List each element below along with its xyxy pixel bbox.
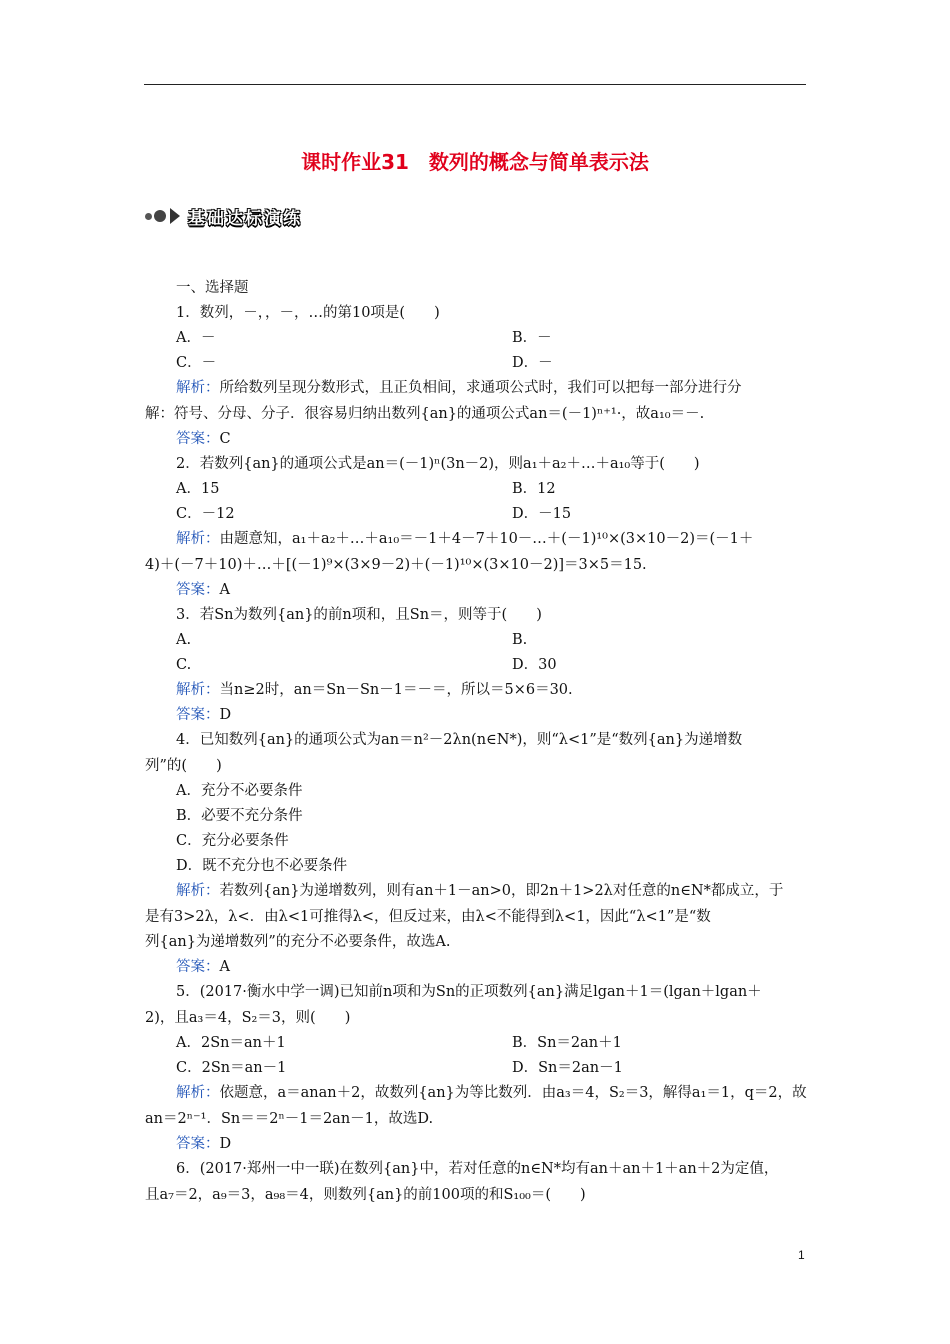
text-line: [176, 680, 573, 700]
line-text: A．充分不必要条件: [176, 783, 303, 799]
line-text: D: [219, 1136, 232, 1152]
line-text: 是有3>2λ，λ<．由λ<1可推得λ<，但反过来，由λ<不能得到λ<1，因此“λ<1”是“数: [145, 909, 711, 925]
line-text: 由题意知，a₁＋a₂＋…＋a₁₀＝－1＋4－7＋10－…＋(－1)¹⁰×(3×10－2)＝(－1＋: [219, 531, 754, 547]
answer-label: 解析：: [176, 380, 220, 396]
header-rule: [144, 84, 806, 85]
line-text: D．既不充分也不必要条件: [176, 858, 348, 874]
answer-label: 解析：: [176, 531, 220, 547]
line-text: A．－: [176, 330, 216, 346]
answer-label: 答案：: [176, 582, 220, 598]
page-title: 课时作业31 数列的概念与简单表示法: [301, 150, 649, 174]
text-line: [176, 1058, 286, 1078]
text-line: [512, 655, 557, 675]
line-text: B．Sn＝2an＋1: [512, 1035, 622, 1051]
text-line: [176, 378, 742, 398]
bullet-dots-icon: [145, 208, 180, 224]
line-text: D: [219, 707, 232, 723]
answer-label: 答案：: [176, 1136, 220, 1152]
text-line: [145, 1109, 433, 1129]
line-text: A．15: [176, 481, 220, 497]
text-line: [176, 630, 191, 650]
text-line: [176, 529, 753, 549]
text-line: [176, 353, 216, 373]
line-text: 2)，且a₃＝4，S₂＝3，则( ): [145, 1010, 351, 1026]
line-text: an＝2ⁿ⁻¹．Sn＝＝2ⁿ－1＝2an－1，故选D.: [145, 1111, 434, 1127]
line-text: 且a₇＝2，a₉＝3，a₉₈＝4，则数列{an}的前100项的和S₁₀₀＝( ): [145, 1187, 586, 1203]
text-line: [145, 555, 647, 575]
line-text: B.: [512, 632, 528, 648]
line-text: A．2Sn＝an＋1: [176, 1035, 286, 1051]
line-text: 解：符号、分母、分子．很容易归纳出数列{an}的通项公式an＝(－1)ⁿ⁺¹·，故a₁₀＝－.: [145, 406, 705, 422]
line-text: 4)＋(－7＋10)＋…＋[(－1)⁹×(3×9－2)＋(－1)¹⁰×(3×10－2)]＝3×5＝15.: [145, 557, 647, 573]
line-text: C: [219, 431, 231, 447]
line-text: D．30: [512, 657, 557, 673]
text-line: [176, 278, 249, 298]
line-text: 3．若Sn为数列{an}的前n项和，且Sn＝，则等于( ): [176, 607, 542, 623]
text-line: [176, 1134, 231, 1154]
line-text: A.: [176, 632, 192, 648]
text-line: [176, 730, 742, 750]
line-text: B．12: [512, 481, 556, 497]
text-line: [145, 1185, 586, 1205]
text-line: [176, 806, 303, 826]
text-line: [145, 1008, 350, 1028]
text-line: [176, 1159, 778, 1179]
line-text: 列”的( ): [145, 758, 222, 774]
line-text: A: [219, 582, 230, 598]
text-line: [176, 831, 289, 851]
text-line: [145, 404, 704, 424]
text-line: [176, 303, 440, 323]
text-line: [176, 479, 219, 499]
text-line: [176, 982, 762, 1002]
answer-label: 答案：: [176, 431, 220, 447]
section-header: [145, 203, 302, 229]
text-line: [176, 454, 700, 474]
line-text: 若数列{an}为递增数列，则有an＋1－an>0，即2n＋1>2λ对任意的n∈N*都成立，于: [219, 883, 784, 899]
answer-label: 解析：: [176, 883, 220, 899]
line-text: 6．(2017·郑州一中一联)在数列{an}中，若对任意的n∈N*均有an＋an＋1＋an＋2为定值，: [176, 1161, 779, 1177]
line-text: D．－15: [512, 506, 572, 522]
line-text: 一、选择题: [176, 280, 249, 296]
text-line: [176, 881, 783, 901]
line-text: D．Sn＝2an－1: [512, 1060, 623, 1076]
line-text: C．－: [176, 355, 217, 371]
line-text: B．－: [512, 330, 552, 346]
text-line: [176, 605, 542, 625]
answer-label: 解析：: [176, 1085, 220, 1101]
section-label: 基础达标演练: [188, 208, 302, 229]
text-line: [145, 932, 450, 952]
text-line: [512, 328, 552, 348]
text-line: [176, 1033, 286, 1053]
line-text: 5．(2017·衡水中学一调)已知前n项和为Sn的正项数列{an}满足lgan＋1＝(lgan＋lgan＋: [176, 984, 762, 1000]
text-line: [176, 781, 302, 801]
text-line: [176, 957, 230, 977]
line-text: 列{an}为递增数列”的充分不必要条件，故选A.: [145, 934, 451, 950]
line-text: A: [219, 959, 230, 975]
line-text: C．2Sn＝an－1: [176, 1060, 287, 1076]
text-line: [176, 429, 231, 449]
text-line: [512, 479, 556, 499]
text-line: [512, 1033, 622, 1053]
line-text: B．必要不充分条件: [176, 808, 303, 824]
answer-label: 答案：: [176, 959, 220, 975]
text-line: [512, 1058, 623, 1078]
text-line: [176, 580, 230, 600]
text-line: [145, 907, 711, 927]
line-text: 4．已知数列{an}的通项公式为an＝n²－2λn(n∈N*)，则“λ<1”是“数列{an}为递增数: [176, 732, 743, 748]
page-number: 1: [798, 1248, 805, 1262]
text-line: [512, 630, 527, 650]
line-text: 2．若数列{an}的通项公式是an＝(－1)ⁿ(3n－2)，则a₁＋a₂＋…＋a₁₀等于( ): [176, 456, 700, 472]
line-text: 当n≥2时，an＝Sn－Sn－1＝－＝，所以＝5×6＝30.: [219, 682, 573, 698]
text-line: [176, 328, 215, 348]
text-line: [145, 756, 222, 776]
text-line: [512, 504, 571, 524]
text-line: [176, 655, 191, 675]
text-line: [176, 1083, 807, 1103]
answer-label: 答案：: [176, 707, 220, 723]
line-text: D．－: [512, 355, 553, 371]
answer-label: 解析：: [176, 682, 220, 698]
line-text: C．－12: [176, 506, 235, 522]
text-line: [176, 856, 347, 876]
line-text: C．充分必要条件: [176, 833, 289, 849]
line-text: 所给数列呈现分数形式，且正负相间，求通项公式时，我们可以把每一部分进行分: [219, 380, 742, 396]
text-line: [176, 504, 235, 524]
text-line: [176, 705, 231, 725]
text-line: [512, 353, 553, 373]
line-text: C.: [176, 657, 192, 673]
line-text: 1．数列，－，，－，…的第10项是( ): [176, 305, 440, 321]
line-text: 依题意，a＝anan＋2，故数列{an}为等比数列．由a₃＝4，S₂＝3，解得a₁＝1，q＝2，故: [219, 1085, 807, 1101]
